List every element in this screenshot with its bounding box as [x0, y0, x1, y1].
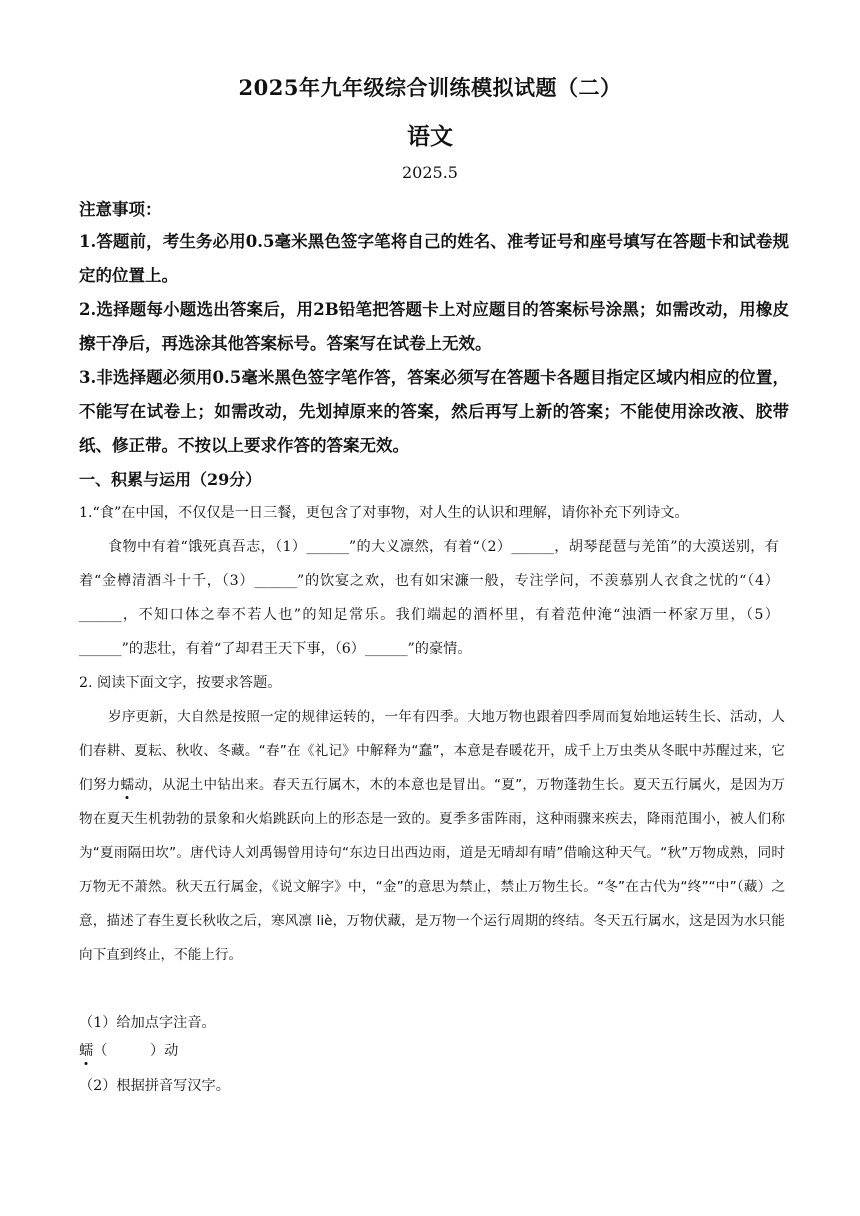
question-1-stem: 1.“食”在中国，不仅仅是一日三餐，更包含了对事物，对人生的认识和理解，请你补充下列诗文。 — [79, 505, 689, 521]
question-2-stem-block — [79, 666, 779, 700]
reading-passage — [79, 700, 785, 972]
notes-heading: 注意事项： — [79, 200, 162, 219]
exam-title: 2025年九年级综合训练模拟试题（二） — [238, 75, 622, 100]
question-1-text: 食物中有着“饿死真吾志，（1）______”的大义凛然，有着“（2）______，胡琴琵琶与羌笛”的大漠送别，有着“金樽清酒斗十千，（3）______”的饮宴之欢，也有如宋濂一般，专注学问，不羡慕别人衣食之忧的“（4）______，不知口体之奉不若人也”的知足常乐。我们端起的酒杯里，有着范仲淹“浊酒一杯家万里，（5）______”的悲壮，有着“了却君王天下事，（6）______”的豪情。 — [79, 539, 779, 657]
sub-question-1: （1）给加点字注音。 — [79, 1015, 216, 1031]
sub-question-2: （2）根据拼音写汉字。 — [79, 1078, 230, 1094]
passage-text-b: 动，从泥土中钻出来。春天五行属木，木的本意也是冒出。“夏”，万物蓬勃生长。夏天五行属火，是因为万物在夏天生机勃勃的景象和火焰跳跃向上的形态是一致的。夏季多雷阵雨，这种雨骤来疾去，降雨范围小，被人们称为“夏雨隔田坎”。唐代诗人刘禹锡曾用诗句“东边日出西边雨，道是无晴却有晴”借喻这种天气。“秋”万物成熟，同时万物无不萧然。秋天五行属金，《说文解字》中，“金”的意思为禁止，禁止万物生长。“冬”在古代为“终”“中”（藏）之意，描述了春生夏长秋收之后，寒风凛 liè，万物伏藏，是万物一个运行周期的终结。冬天五行属水，这是因为水只能向下直到终止，不能上行。 — [79, 777, 785, 963]
question-2-stem: 2. 阅读下面文字，按要求答题。 — [79, 675, 282, 691]
passage-text — [79, 700, 785, 972]
note-item-3: 3.非选择题必须用0.5毫米黑色签字笔作答，答案必须写在答题卡各题目指定区域内相应的位置，不能写在试卷上；如需改动，先划掉原来的答案，然后再写上新的答案；不能使用涂改液、胶带纸、修正带。不按以上要求作答的答案无效。 — [79, 368, 789, 455]
sub-question-1-answer — [79, 1040, 178, 1060]
notes-list — [79, 225, 789, 463]
dotted-char: 蠕 — [120, 777, 135, 793]
dotted-char-answer: 蠕 — [79, 1043, 94, 1059]
question-1 — [79, 496, 779, 666]
note-item-1: 1.答题前，考生务必用0.5毫米黑色签字笔将自己的姓名、准考证号和座号填写在答题卡和试卷规定的位置上。 — [79, 232, 789, 285]
passage-text-a: 岁序更新，大自然是按照一定的规律运转的，一年有四季。大地万物也跟着四季周而复始地运转生长、活动，人们春耕、夏耘、秋收、冬藏。“春”在《礼记》中解释为“蠢”，本意是春暖花开，成千上万虫类从冬眠中苏醒过来，它们努力 — [79, 709, 785, 793]
section-heading: 一、积累与运用（29分） — [79, 470, 262, 489]
note-item-2: 2.选择题每小题选出答案后，用2B铅笔把答题卡上对应题目的答案标号涂黑；如需改动，用橡皮擦干净后，再选涂其他答案标号。答案写在试卷上无效。 — [79, 300, 789, 353]
answer-blank[interactable]: （ ）动 — [93, 1043, 179, 1059]
exam-date: 2025.5 — [402, 163, 458, 182]
subject-title: 语文 — [407, 123, 453, 150]
